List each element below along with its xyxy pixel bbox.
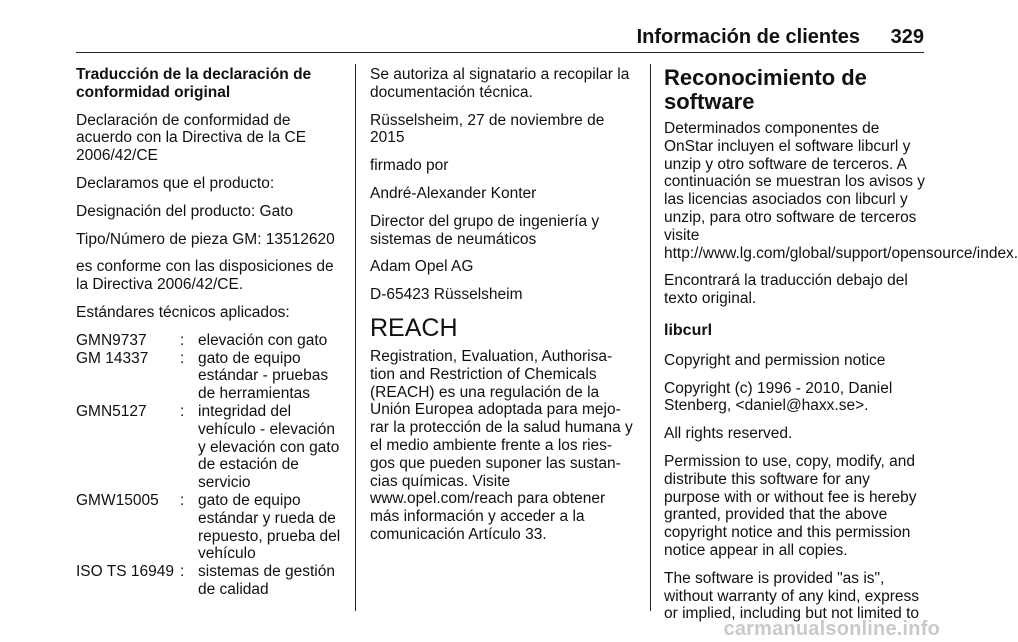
libcurl-heading: libcurl [664,321,713,339]
column-divider-2 [650,64,651,611]
standard-description: sistemas de gestión de calidad [198,563,335,598]
standard-description: elevación con gato [198,331,328,349]
watermark: carmanualsonline.info [723,618,940,640]
software-heading: Reconocimiento de software [664,65,867,114]
paragraph: Designación del producto: Gato [76,202,294,220]
standard-colon: : [180,331,185,349]
paragraph: Se autoriza al signatario a recopilar la documentación técnica. [370,66,630,101]
paragraph: D-65423 Rüsselsheim [370,286,523,304]
paragraph: es conforme con las disposiciones de la Directiva 2006/42/CE. [76,258,334,294]
standard-code: ISO TS 16949 [76,563,174,581]
paragraph: Declaración de conformidad de acuerdo con la Directiva de la CE 2006/42/CE [76,111,307,165]
paragraph: Adam Opel AG [370,258,474,276]
list-item [76,403,344,492]
standard-description: gato de equipo estándar y rueda de repuesto, prueba del vehículo [198,491,341,563]
standard-colon: : [180,491,185,509]
paragraph: All rights reserved. [664,425,793,443]
paragraph: Copyright (c) 1996 - 2010, Daniel Stenberg, <daniel@haxx.se>. [664,379,893,415]
list-item [76,563,344,599]
declaration-heading: Traducción de la declaración de conformidad original [76,66,312,101]
paragraph: Director del grupo de ingeniería y sistemas de neumáticos [370,212,600,248]
standard-colon: : [180,349,185,367]
paragraph: firmado por [370,157,449,175]
standard-code: GM 14337 [76,349,149,367]
paragraph: André-Alexander Konter [370,184,537,202]
standards-list [76,332,344,599]
standard-code: GMN5127 [76,402,147,420]
reach-heading: REACH [370,313,458,342]
standard-code: GMW15005 [76,491,159,509]
section-title: Información de clientes [636,26,860,48]
paragraph: Rüsselsheim, 27 de noviembre de 2015 [370,111,605,147]
paragraph: Tipo/Número de pieza GM: 13512620 [76,230,335,248]
paragraph: Permission to use, copy, modify, and distribute this software for any purpose with or without fee is hereby granted, provided that the above copyright notice and this permission notice appear in all copies. [664,452,917,559]
page-header [0,0,960,52]
column-3 [664,65,1018,633]
standard-description: gato de equipo estándar - pruebas de herramientas [198,349,329,403]
list-item [76,350,344,403]
paragraph: Encontrará la traducción debajo del texto original. [664,272,908,308]
paragraph: Copyright and permission notice [664,351,886,369]
column-1 [76,66,344,599]
paragraph: Estándares técnicos aplicados: [76,303,290,321]
paragraph: Declaramos que el producto: [76,174,275,192]
list-item [76,492,344,563]
paragraph: The software is provided "as is", without warranty of any kind, express or implied, including but not limited to [664,569,920,623]
column-divider-1 [355,64,356,611]
standard-description: integridad del vehículo - elevación y elevación con gato de estación de servicio [198,402,340,492]
standard-colon: : [180,402,185,420]
page-number: 329 [890,26,924,48]
paragraph: Determinados componentes de OnStar incluyen el software libcurl y unzip y otro software de terceros. A continuación se muestran los avisos y las licencias asociados con libcurl y unzip, para otro software de terceros visite http://www.lg.com/global/support/opensource/index. [664,120,1018,262]
standard-code: GMN9737 [76,331,147,349]
standard-colon: : [180,563,185,581]
reach-paragraph: Registration, Evaluation, Authorisa-tion and Restriction of Chemicals (REACH) es una regulación de la Unión Europea adoptada para mejo-rar la protección de la salud humana y el medio ambiente frente a los ries-gos que pueden suponer las sustan-cias químicas. Visite www.opel.com/reach para obtener más información y acceder a la comunicación Artículo 33. [370,347,633,543]
list-item [76,332,344,350]
header-divider [76,52,924,53]
column-2 [370,66,636,554]
